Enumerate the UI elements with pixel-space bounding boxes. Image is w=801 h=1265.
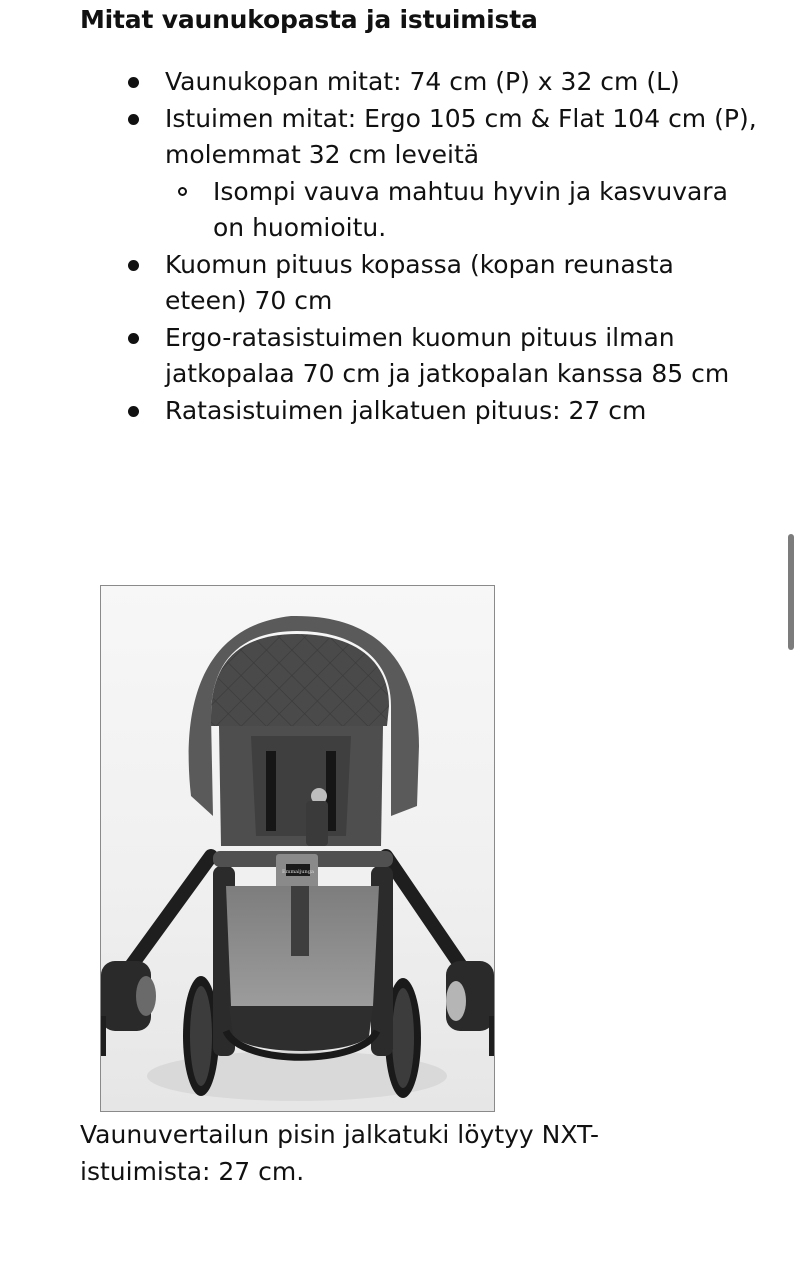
bullet-icon [128, 406, 139, 417]
bullet-icon [128, 77, 139, 88]
sub-list-item [128, 174, 758, 247]
list-item-text: Kuomun pituus kopassa (kopan reunasta eteen) 70 cm [165, 249, 674, 315]
list-item-text: Istuimen mitat: Ergo 105 cm & Flat 104 cm (P), molemmat 32 cm leveitä [165, 103, 757, 169]
sub-list [165, 174, 758, 247]
sub-list-item-text: Isompi vauva mahtuu hyvin ja kasvuvara on huomioitu. [213, 176, 728, 242]
list-item [128, 393, 758, 430]
list-item-text: Vaunukopan mitat: 74 cm (P) x 32 cm (L) [165, 67, 680, 96]
stroller-photo [100, 585, 495, 1112]
list-item-text: Ratasistuimen jalkatuen pituus: 27 cm [165, 395, 647, 425]
bullet-icon [128, 333, 139, 344]
image-caption: Vaunuvertailun pisin jalkatuki löytyy NXT-istuimista: 27 cm. [80, 1120, 600, 1186]
brand-label: Emmaljunga [282, 869, 314, 875]
list-item [128, 64, 758, 101]
bullet-icon [128, 260, 139, 271]
bullet-icon [128, 114, 139, 125]
list-item [128, 320, 758, 393]
section-heading: Mitat vaunukopasta ja istuimista [80, 5, 538, 34]
hollow-bullet-icon [178, 187, 187, 196]
list-item-text: Ergo-ratasistuimen kuomun pituus ilman jatkopalaa 70 cm ja jatkopalan kanssa 85 cm [165, 322, 730, 388]
stroller-illustration [101, 586, 494, 1111]
dimension-list [128, 64, 758, 429]
list-item [128, 101, 758, 247]
scrollbar-thumb[interactable] [788, 534, 794, 650]
list-item [128, 247, 758, 320]
